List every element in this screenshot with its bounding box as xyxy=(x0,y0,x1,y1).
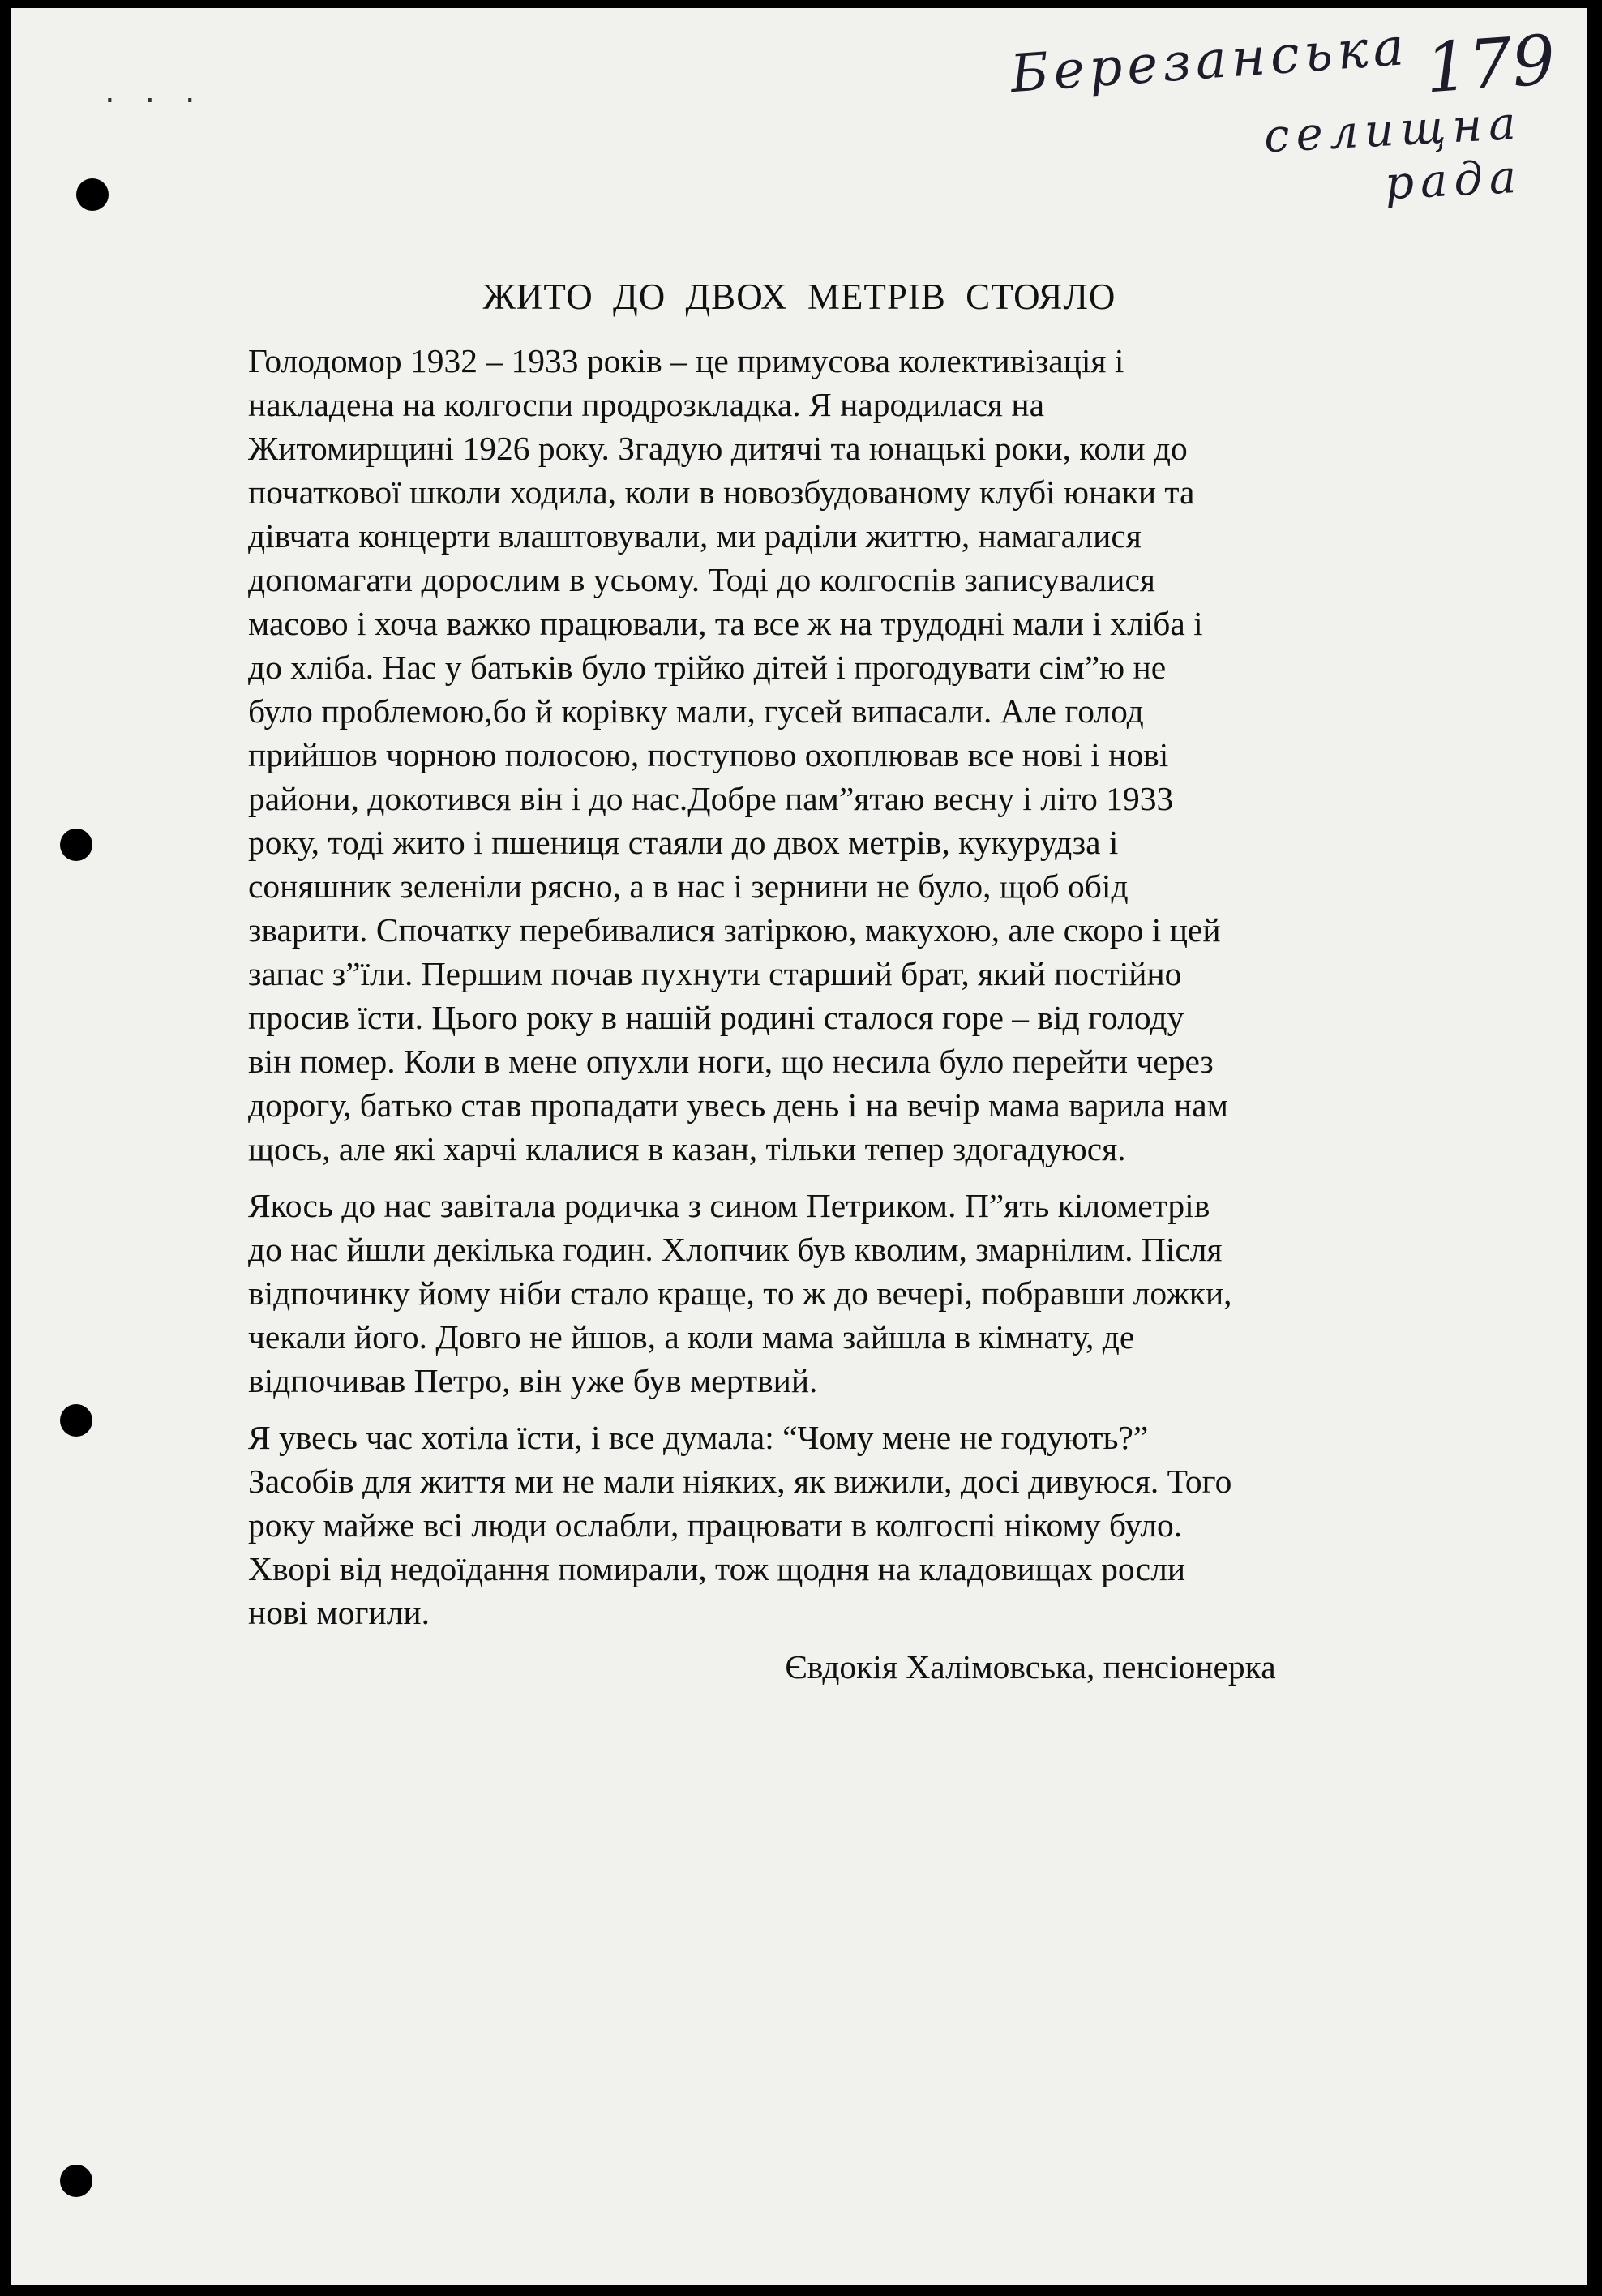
text-line: було проблемою,бо й корівку мали, гусей випасали. Але голод xyxy=(248,692,1144,730)
text-line: дорогу, батько став пропадати увесь день і на вечір мама варила нам xyxy=(248,1086,1228,1124)
text-line: Хворі від недоїдання помирали, тож щодня на кладовищах росли xyxy=(248,1550,1186,1587)
document-page xyxy=(11,8,1587,2285)
text-line: Я увесь час хотіла їсти, і все думала: “Чому мене не годують?” xyxy=(248,1419,1149,1456)
text-line: Засобів для життя ми не мали ніяких, як вижили, досі дивуюся. Того xyxy=(248,1463,1232,1500)
handwritten-council-word: рада xyxy=(1383,150,1524,211)
text-line: відпочинку йому ніби стало краще, то ж до вечері, побравши ложки, xyxy=(248,1274,1232,1312)
text-line: нові могили. xyxy=(248,1594,430,1631)
document-title: ЖИТО ДО ДВОХ МЕТРІВ СТОЯЛО xyxy=(482,276,1116,317)
text-line: відпочивав Петро, він уже був мертвий. xyxy=(248,1362,818,1399)
punch-hole xyxy=(60,1404,92,1437)
text-line: Житомирщині 1926 року. Згадую дитячі та юнацькі роки, коли до xyxy=(248,430,1188,467)
text-line: дівчата концерти влаштовували, ми раділи життю, намагалися xyxy=(248,517,1142,555)
punch-hole xyxy=(60,2165,92,2197)
text-line: Голодомор 1932 – 1933 років – це примусова колективізація і xyxy=(248,342,1124,379)
paragraph xyxy=(248,1184,1383,1403)
text-line: запас з”їли. Першим почав пухнути старший брат, який постійно xyxy=(248,955,1182,992)
text-line: до хліба. Нас у батьків було трійко дітей і прогодувати сім”ю не xyxy=(248,649,1167,686)
handwritten-council-type: селищна xyxy=(1262,96,1524,164)
text-line: просив їсти. Цього року в нашій родині сталося горе – від голоду xyxy=(248,999,1184,1036)
text-line: до нас йшли декілька годин. Хлопчик був кволим, змарнілим. Після xyxy=(248,1231,1223,1268)
text-line: початкової школи ходила, коли в новозбудованому клубі юнаки та xyxy=(248,473,1195,511)
paragraph xyxy=(248,1416,1383,1634)
text-line: масово і хоча важко працювали, та все ж на трудодні мали і хліба і xyxy=(248,605,1203,642)
text-line: зварити. Спочатку перебивалися затіркою, макухою, але скоро і цей xyxy=(248,911,1221,949)
handwritten-council-name: Березанська xyxy=(1008,16,1411,105)
text-line: року, тоді жито і пшениця стаяли до двох метрів, кукурудза і xyxy=(248,824,1119,861)
text-line: він помер. Коли в мене опухли ноги, що несила було перейти через xyxy=(248,1043,1214,1080)
document-body xyxy=(248,339,1383,1647)
text-line: допомагати дорослим в усьому. Тоді до колгоспів записувалися xyxy=(248,561,1156,598)
text-line: прийшов чорною полосою, поступово охоплював все нові і нові xyxy=(248,736,1169,773)
text-line: Якось до нас завітала родичка з сином Петриком. П”ять кілометрів xyxy=(248,1187,1210,1224)
text-line: року майже всі люди ослабли, працювати в колгоспі нікому було. xyxy=(248,1506,1183,1544)
punch-hole xyxy=(60,829,92,861)
author-signature: Євдокія Халімовська, пенсіонерка xyxy=(785,1648,1276,1686)
paragraph xyxy=(248,339,1383,1171)
text-line: райони, докотився він і до нас.Добре пам”ятаю весну і літо 1933 xyxy=(248,780,1174,817)
text-line: накладена на колгоспи продрозкладка. Я народилася на xyxy=(248,386,1044,423)
handwritten-page-number: 179 xyxy=(1422,19,1558,109)
text-line: щось, але які харчі клалися в казан, тільки тепер здогадуюся. xyxy=(248,1130,1126,1167)
text-line: соняшник зеленіли рясно, а в нас і зернини не було, щоб обід xyxy=(248,867,1129,905)
punch-hole xyxy=(76,178,109,211)
text-line: чекали його. Довго не йшов, а коли мама зайшла в кімнату, де xyxy=(248,1318,1135,1356)
margin-dots: . . . xyxy=(105,73,205,110)
